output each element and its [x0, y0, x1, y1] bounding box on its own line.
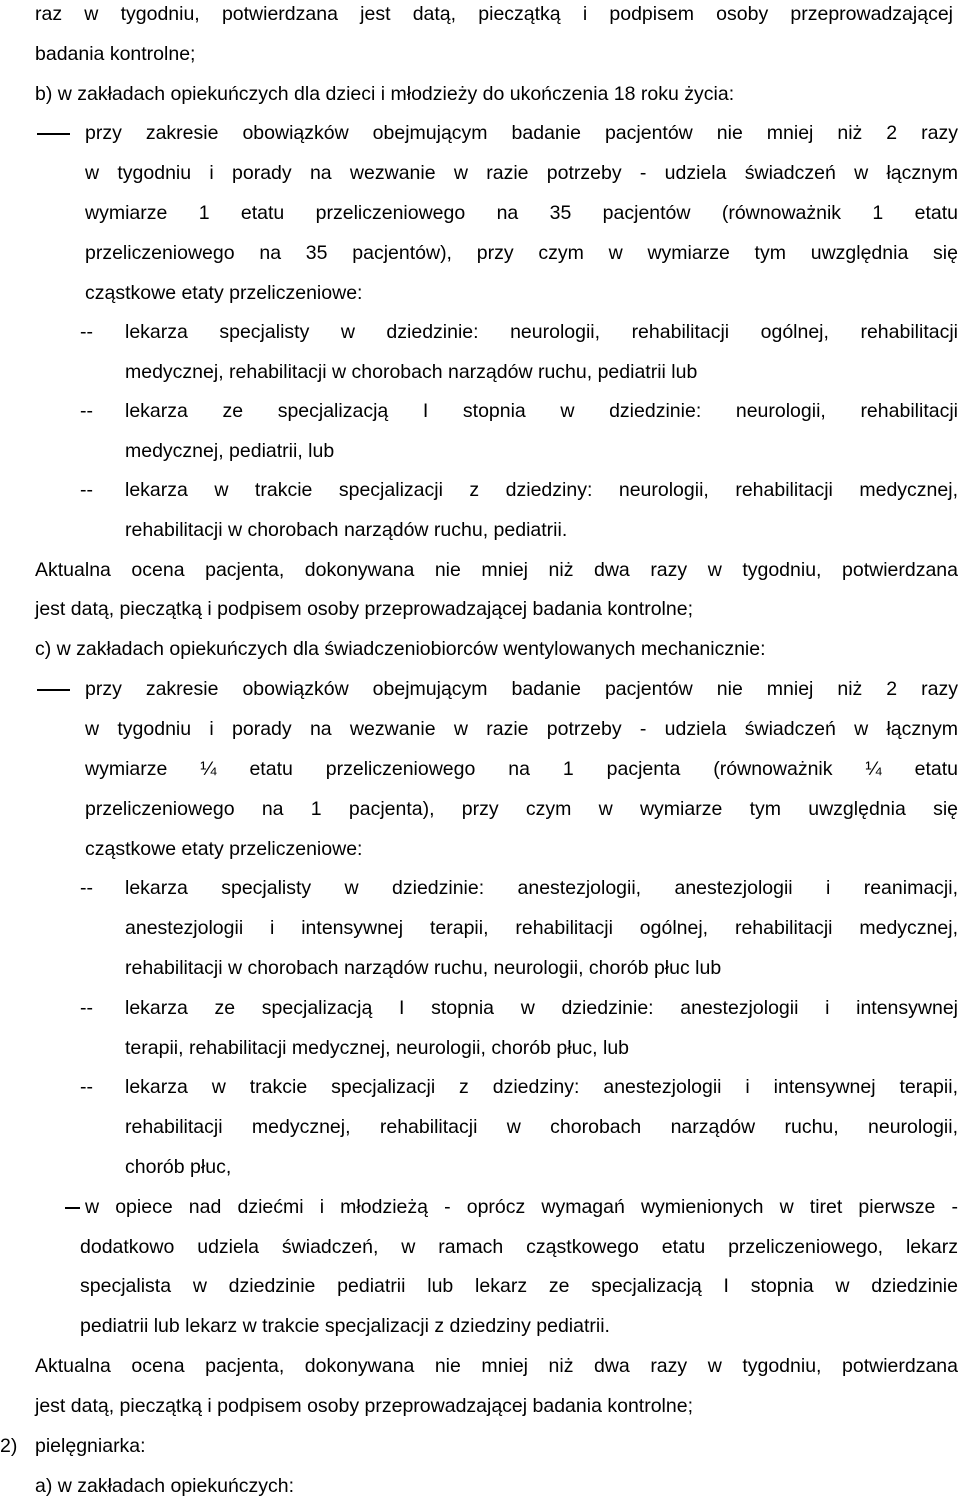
text-line: jest datą, pieczątką i podpisem osoby przeprowadzającej badania kontrolne; — [35, 598, 693, 620]
double-dash-marker: -- — [80, 1076, 93, 1098]
text-line: wymiarze 1 etatu przeliczeniowego na 35 pacjentów (równoważnik 1 etatu — [85, 202, 958, 224]
text-line: przy zakresie obowiązków obejmującym badanie pacjentów nie mniej niż 2 razy — [85, 678, 958, 700]
text-line: pediatrii lub lekarz w trakcie specjalizacji z dziedziny pediatrii. — [80, 1315, 610, 1337]
dash-bullet — [37, 689, 70, 691]
text-line: cząstkowe etaty przeliczeniowe: — [85, 838, 363, 860]
list-number-marker: 2) — [0, 1435, 18, 1457]
text-line: specjalista w dziedzinie pediatrii lub lekarz ze specjalizacją I stopnia w dziedzinie — [80, 1275, 958, 1297]
text-line: jest datą, pieczątką i podpisem osoby przeprowadzającej badania kontrolne; — [35, 1395, 693, 1417]
double-dash-marker: -- — [80, 997, 93, 1019]
text-line: wymiarze ¼ etatu przeliczeniowego na 1 pacjenta (równoważnik ¼ etatu — [85, 758, 958, 780]
text-line: Aktualna ocena pacjenta, dokonywana nie mniej niż dwa razy w tygodniu, potwierdzana — [35, 559, 958, 581]
double-dash-marker: -- — [80, 400, 93, 422]
text-line: Aktualna ocena pacjenta, dokonywana nie mniej niż dwa razy w tygodniu, potwierdzana — [35, 1355, 958, 1377]
text-line: w tygodniu i porady na wezwanie w razie potrzeby - udziela świadczeń w łącznym — [85, 718, 958, 740]
text-line: medycznej, pediatrii, lub — [125, 440, 335, 462]
text-line: rehabilitacji w chorobach narządów ruchu, neurologii, chorób płuc lub — [125, 957, 722, 979]
dash-bullet — [65, 1207, 80, 1209]
section-heading-a: a) w zakładach opiekuńczych: — [35, 1475, 295, 1497]
text-line: badania kontrolne; — [35, 43, 196, 65]
dash-bullet — [37, 133, 70, 135]
text-line: cząstkowe etaty przeliczeniowe: — [85, 282, 363, 304]
double-dash-marker: -- — [80, 479, 93, 501]
text-line: lekarza w trakcie specjalizacji z dziedziny: anestezjologii i intensywnej terapii, — [125, 1076, 958, 1098]
text-line: dodatkowo udziela świadczeń, w ramach cząstkowego etatu przeliczeniowego, lekarz — [80, 1236, 958, 1258]
text-line: anestezjologii i intensywnej terapii, rehabilitacji ogólnej, rehabilitacji medycznej, — [125, 917, 958, 939]
text-line: medycznej, rehabilitacji w chorobach narządów ruchu, pediatrii lub — [125, 361, 698, 383]
text-line: chorób płuc, — [125, 1156, 232, 1178]
text-line: lekarza ze specjalizacją I stopnia w dziedzinie: anestezjologii i intensywnej — [125, 997, 958, 1019]
text-line: w tygodniu i porady na wezwanie w razie potrzeby - udziela świadczeń w łącznym — [85, 162, 958, 184]
section-heading-c: c) w zakładach opiekuńczych dla świadczeniobiorców wentylowanych mechanicznie: — [35, 638, 766, 660]
text-line: przeliczeniowego na 35 pacjentów), przy czym w wymiarze tym uwzględnia się — [85, 242, 958, 264]
text-line: lekarza specjalisty w dziedzinie: anestezjologii, anestezjologii i reanimacji, — [125, 877, 958, 899]
section-heading-b: b) w zakładach opiekuńczych dla dzieci i młodzieży do ukończenia 18 roku życia: — [35, 83, 735, 105]
text-line: rehabilitacji w chorobach narządów ruchu, pediatrii. — [125, 519, 568, 541]
text-line: w opiece nad dziećmi i młodzieżą - oprócz wymagań wymienionych w tiret pierwsze - — [85, 1196, 958, 1218]
text-line: lekarza ze specjalizacją I stopnia w dziedzinie: neurologii, rehabilitacji — [125, 400, 958, 422]
double-dash-marker: -- — [80, 877, 93, 899]
text-line: raz w tygodniu, potwierdzana jest datą, pieczątką i podpisem osoby przeprowadzającej — [35, 3, 953, 25]
text-line: przy zakresie obowiązków obejmującym badanie pacjentów nie mniej niż 2 razy — [85, 122, 958, 144]
text-line: rehabilitacji medycznej, rehabilitacji w chorobach narządów ruchu, neurologii, — [125, 1116, 958, 1138]
text-line: przeliczeniowego na 1 pacjenta), przy czym w wymiarze tym uwzględnia się — [85, 798, 958, 820]
text-line: terapii, rehabilitacji medycznej, neurologii, chorób płuc, lub — [125, 1037, 630, 1059]
double-dash-marker: -- — [80, 321, 93, 343]
text-line: lekarza specjalisty w dziedzinie: neurologii, rehabilitacji ogólnej, rehabilitacji — [125, 321, 958, 343]
section-heading-2: pielęgniarka: — [35, 1435, 146, 1457]
text-line: lekarza w trakcie specjalizacji z dziedziny: neurologii, rehabilitacji medycznej, — [125, 479, 958, 501]
